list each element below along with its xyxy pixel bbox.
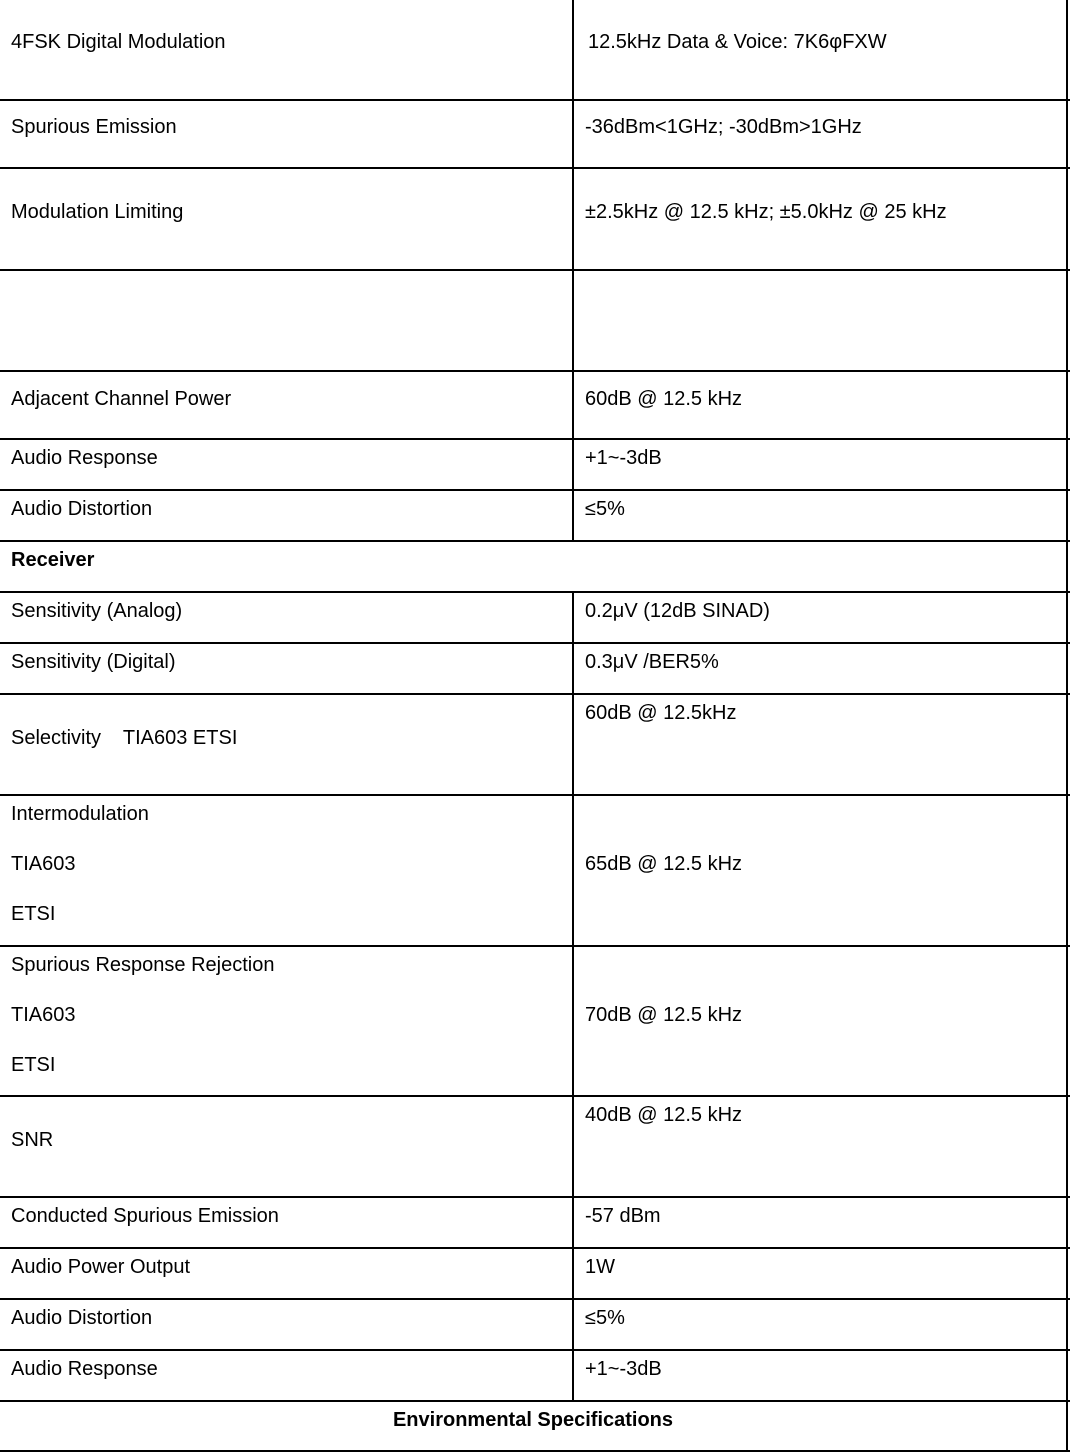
spec-value: +1~-3dB [585, 1358, 662, 1380]
table-row [0, 0, 1070, 101]
spec-label: Audio Response [11, 447, 158, 469]
spec-value: -36dBm<1GHz; -30dBm>1GHz [585, 116, 862, 138]
table-row [0, 642, 1070, 695]
table-row [0, 99, 1070, 169]
spec-sublabel: TIA603 [11, 853, 76, 875]
spec-label: Adjacent Channel Power [11, 388, 232, 410]
spec-value: -57 dBm [585, 1205, 661, 1227]
table-row [0, 167, 1070, 271]
spec-label: Intermodulation [11, 803, 149, 825]
spec-label: Audio Distortion [11, 498, 153, 520]
spec-label: Conducted Spurious Emission [11, 1205, 279, 1227]
spec-value: 12.5kHz Data & Voice: 7K6φFXW [588, 31, 887, 53]
spec-label: Audio Distortion [11, 1307, 153, 1329]
section-header-environmental [0, 1400, 1070, 1452]
spec-value: 1W [585, 1256, 615, 1278]
spec-value: 60dB @ 12.5 kHz [585, 388, 743, 410]
spec-label: Sensitivity (Analog) [11, 600, 183, 622]
spec-value: ≤5% [585, 498, 625, 520]
table-row [0, 794, 1070, 947]
spec-value: +1~-3dB [585, 447, 662, 469]
table-row [0, 1349, 1070, 1402]
spec-value: 0.2μV (12dB SINAD) [585, 600, 770, 622]
spec-label: SNR [11, 1129, 54, 1151]
table-row [0, 945, 1070, 1097]
section-title: Receiver [11, 549, 95, 571]
table-row [0, 489, 1070, 542]
spec-label: Audio Response [11, 1358, 158, 1380]
spec-value: 65dB @ 12.5 kHz [585, 853, 743, 875]
spec-label: Spurious Emission [11, 116, 177, 138]
table-row [0, 693, 1070, 796]
spec-sublabel: ETSI [11, 903, 56, 925]
spec-label: Audio Power Output [11, 1256, 190, 1278]
spec-value: 60dB @ 12.5kHz [585, 702, 737, 724]
table-row [0, 1095, 1070, 1198]
spec-sublabel: ETSI [11, 1054, 56, 1076]
spec-label: 4FSK Digital Modulation [11, 31, 226, 53]
table-row-empty [0, 269, 1070, 372]
spec-value: ≤5% [585, 1307, 625, 1329]
table-row [0, 438, 1070, 491]
spec-label: Spurious Response Rejection [11, 954, 275, 976]
section-header-receiver [0, 540, 1070, 593]
table-row [0, 1298, 1070, 1351]
table-row [0, 1247, 1070, 1300]
table-row [0, 591, 1070, 644]
spec-value: 70dB @ 12.5 kHz [585, 1004, 743, 1026]
spec-value: 40dB @ 12.5 kHz [585, 1104, 743, 1126]
spec-label: Modulation Limiting [11, 201, 184, 223]
table-row [0, 370, 1070, 440]
spec-sublabel: TIA603 [11, 1004, 76, 1026]
section-title: Environmental Specifications [392, 1409, 674, 1431]
spec-value: ±2.5kHz @ 12.5 kHz; ±5.0kHz @ 25 kHz [585, 201, 947, 223]
table-row [0, 1196, 1070, 1249]
spec-label: Selectivity TIA603 ETSI [11, 727, 238, 749]
spec-value: 0.3μV /BER5% [585, 651, 719, 673]
spec-label: Sensitivity (Digital) [11, 651, 176, 673]
